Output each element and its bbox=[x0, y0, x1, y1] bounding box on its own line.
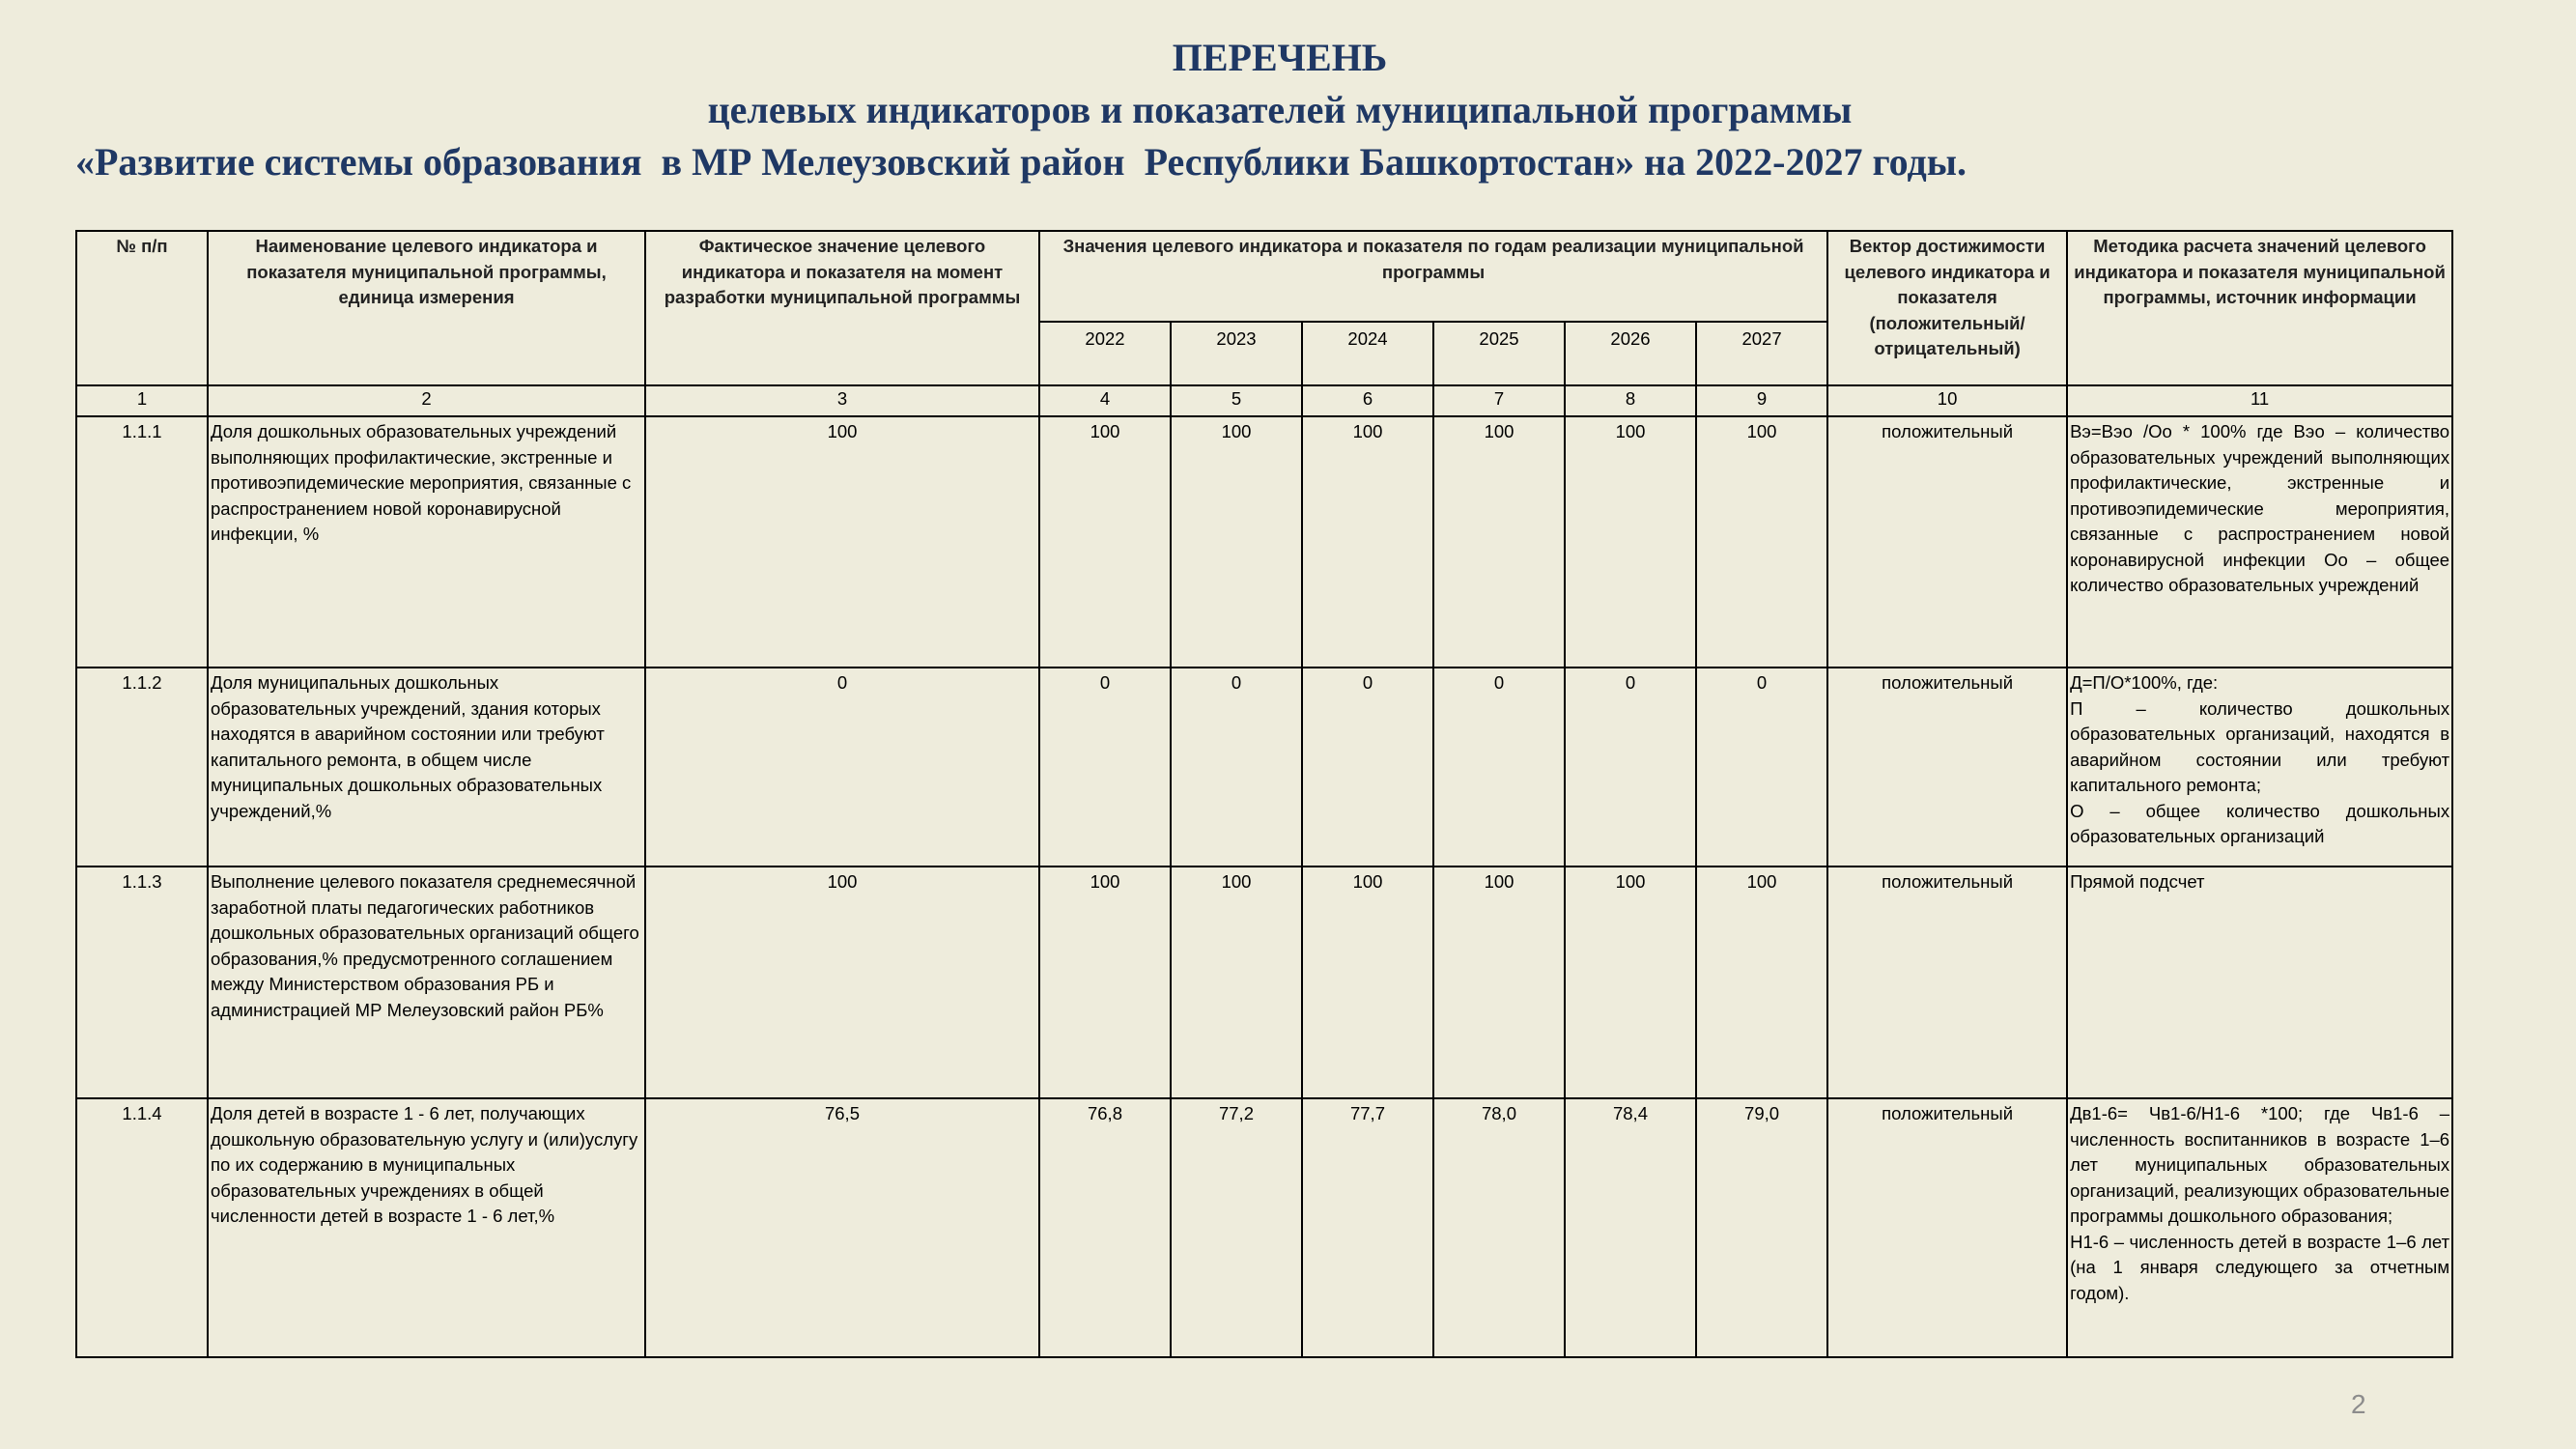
column-number: 1 bbox=[76, 385, 208, 416]
column-number: 11 bbox=[2067, 385, 2452, 416]
year-value: 78,4 bbox=[1565, 1098, 1696, 1357]
year-value: 0 bbox=[1039, 668, 1171, 867]
column-number: 3 bbox=[645, 385, 1039, 416]
header-year: 2022 bbox=[1039, 322, 1171, 385]
method-text: Вэ=Вэо /Оо * 100% где Вэо – количество образовательных учреждений выполняющих профилактические, экстренные и противоэпидемические мероприятия, связанные с распространением новой коронавирусной инфекции Оо – общее количество образовательных учреждений bbox=[2067, 416, 2452, 668]
header-years-group: Значения целевого индикатора и показателя по годам реализации муниципальной программы bbox=[1039, 231, 1827, 322]
year-value: 0 bbox=[1433, 668, 1565, 867]
indicator-name: Выполнение целевого показателя среднемесячной заработной платы педагогических работников дошкольных образовательных организаций общего образования,% предусмотренного соглашением между Министерством образования РБ и администрацией МР Мелеузовский район РБ% bbox=[208, 867, 645, 1098]
year-value: 100 bbox=[1565, 867, 1696, 1098]
title-line-3: «Развитие системы образования в МР Мелеузовский район Республики Башкортостан» на 2022-2027 годы. bbox=[75, 140, 1967, 184]
row-number: 1.1.3 bbox=[76, 867, 208, 1098]
actual-value: 100 bbox=[645, 416, 1039, 668]
header-vector: Вектор достижимости целевого индикатора и показателя (положительный/отрицательный) bbox=[1827, 231, 2067, 385]
method-text bbox=[2067, 668, 2452, 867]
column-number: 8 bbox=[1565, 385, 1696, 416]
header-name: Наименование целевого индикатора и показателя муниципальной программы, единица измерения bbox=[208, 231, 645, 385]
vector-value: положительный bbox=[1827, 1098, 2067, 1357]
year-value: 79,0 bbox=[1696, 1098, 1827, 1357]
header-year: 2024 bbox=[1302, 322, 1433, 385]
year-value: 0 bbox=[1302, 668, 1433, 867]
indicator-name: Доля детей в возрасте 1 - 6 лет, получающих дошкольную образовательную услугу и (или)услугу по их содержанию в муниципальных образовательных учреждениях в общей численности детей в возрасте 1 - 6 лет,% bbox=[208, 1098, 645, 1357]
year-value: 77,2 bbox=[1171, 1098, 1302, 1357]
table-row bbox=[76, 867, 2452, 1098]
year-value: 100 bbox=[1696, 867, 1827, 1098]
header-year: 2027 bbox=[1696, 322, 1827, 385]
column-number: 7 bbox=[1433, 385, 1565, 416]
header-year: 2025 bbox=[1433, 322, 1565, 385]
header-num: № п/п bbox=[76, 231, 208, 385]
year-value: 0 bbox=[1171, 668, 1302, 867]
year-value: 100 bbox=[1171, 867, 1302, 1098]
column-number: 9 bbox=[1696, 385, 1827, 416]
year-value: 100 bbox=[1696, 416, 1827, 668]
column-number: 6 bbox=[1302, 385, 1433, 416]
table-row bbox=[76, 1098, 2452, 1357]
vector-value: положительный bbox=[1827, 416, 2067, 668]
header-year: 2023 bbox=[1171, 322, 1302, 385]
indicators-table bbox=[75, 230, 2453, 1358]
method-line: О – общее количество дошкольных образовательных организаций bbox=[2070, 800, 2450, 846]
actual-value: 76,5 bbox=[645, 1098, 1039, 1357]
column-number: 5 bbox=[1171, 385, 1302, 416]
vector-value: положительный bbox=[1827, 867, 2067, 1098]
year-value: 100 bbox=[1433, 416, 1565, 668]
header-actual: Фактическое значение целевого индикатора и показателя на момент разработки муниципальной программы bbox=[645, 231, 1039, 385]
actual-value: 0 bbox=[645, 668, 1039, 867]
header-row-1 bbox=[76, 231, 2452, 322]
year-value: 100 bbox=[1565, 416, 1696, 668]
year-value: 100 bbox=[1302, 867, 1433, 1098]
method-text: Прямой подсчет bbox=[2067, 867, 2452, 1098]
header-year: 2026 bbox=[1565, 322, 1696, 385]
method-line: П – количество дошкольных образовательных организаций, находятся в аварийном состоянии или требуют капитального ремонта; bbox=[2070, 697, 2450, 795]
vector-value: положительный bbox=[1827, 668, 2067, 867]
title-line-2: целевых индикаторов и показателей муниципальной программы bbox=[707, 88, 1853, 131]
column-number: 10 bbox=[1827, 385, 2067, 416]
year-value: 100 bbox=[1302, 416, 1433, 668]
year-value: 100 bbox=[1433, 867, 1565, 1098]
year-value: 100 bbox=[1039, 867, 1171, 1098]
year-value: 76,8 bbox=[1039, 1098, 1171, 1357]
method-text bbox=[2067, 1098, 2452, 1357]
column-number-row bbox=[76, 385, 2452, 416]
table-row bbox=[76, 668, 2452, 867]
table-row bbox=[76, 416, 2452, 668]
header-method: Методика расчета значений целевого индикатора и показателя муниципальной программы, источник информации bbox=[2067, 231, 2452, 385]
column-number: 2 bbox=[208, 385, 645, 416]
year-value: 77,7 bbox=[1302, 1098, 1433, 1357]
method-line: Дв1-6= Чв1-6/Н1-6 *100; где Чв1-6 – численность воспитанников в возрасте 1–6 лет муниципальных образовательных организаций, реализующих образовательные программы дошкольного образования; bbox=[2070, 1103, 2450, 1226]
year-value: 0 bbox=[1696, 668, 1827, 867]
indicator-name: Доля муниципальных дошкольных образовательных учреждений, здания которых находятся в аварийном состоянии или требуют капитального ремонта, в общем числе муниципальных дошкольных образовательных учреждений,% bbox=[208, 668, 645, 867]
method-line: Д=П/О*100%, где: bbox=[2070, 672, 2219, 693]
page-number: 2 bbox=[2351, 1389, 2366, 1419]
year-value: 100 bbox=[1039, 416, 1171, 668]
year-value: 78,0 bbox=[1433, 1098, 1565, 1357]
row-number: 1.1.4 bbox=[76, 1098, 208, 1357]
row-number: 1.1.1 bbox=[76, 416, 208, 668]
method-line: Н1-6 – численность детей в возрасте 1–6 лет (на 1 января следующего за отчетным годом). bbox=[2070, 1231, 2450, 1303]
year-value: 100 bbox=[1171, 416, 1302, 668]
actual-value: 100 bbox=[645, 867, 1039, 1098]
indicator-name: Доля дошкольных образовательных учреждений выполняющих профилактические, экстренные и противоэпидемические мероприятия, связанные с распространением новой коронавирусной инфекции, % bbox=[208, 416, 645, 668]
row-number: 1.1.2 bbox=[76, 668, 208, 867]
column-number: 4 bbox=[1039, 385, 1171, 416]
year-value: 0 bbox=[1565, 668, 1696, 867]
title-line-1: ПЕРЕЧЕНЬ bbox=[1172, 36, 1388, 79]
